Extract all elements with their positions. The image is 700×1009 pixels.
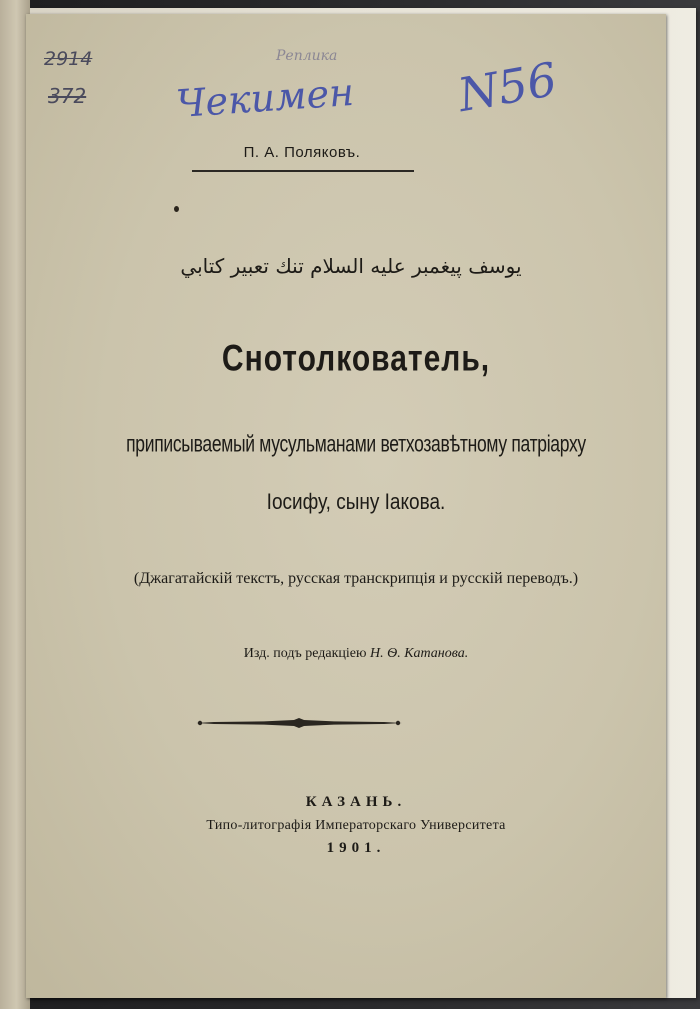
subtitle-line-1: приписываемый мусульманами ветхозавѣтному патріарху	[126, 430, 586, 457]
faint-pencil-note: Реплика	[276, 48, 338, 64]
title-page	[26, 14, 666, 998]
handwritten-number: N56	[454, 51, 561, 123]
main-title: Снотолкователь,	[221, 337, 491, 379]
ornament-divider	[194, 716, 404, 730]
handwritten-name: Чекимен	[174, 69, 356, 127]
author-underline	[192, 170, 414, 172]
shelf-mark-bottom: 372	[48, 84, 87, 108]
subtitle-line-2: Іосифу, сыну Іакова.	[266, 490, 446, 515]
editor-prefix: Изд. подъ редакціею	[243, 646, 367, 661]
editor-name: Н. Ѳ. Катанова.	[369, 646, 469, 661]
imprint-city: КАЗАНЬ.	[305, 794, 407, 810]
shelf-mark-top: 2914	[44, 48, 93, 70]
author-name: П. А. Поляковъ.	[243, 144, 361, 161]
ink-speck	[174, 206, 179, 212]
description: (Джагатайскій текстъ, русская транскрипція и русскій переводъ.)	[133, 570, 579, 587]
imprint-press: Типо-литографія Императорскаго Университета	[206, 818, 506, 833]
imprint-year: 1901.	[326, 840, 386, 856]
editor-line	[86, 646, 626, 662]
arabic-title: يوسف پيغمبر عليه السلام تنك تعبير كتابي	[180, 254, 522, 278]
